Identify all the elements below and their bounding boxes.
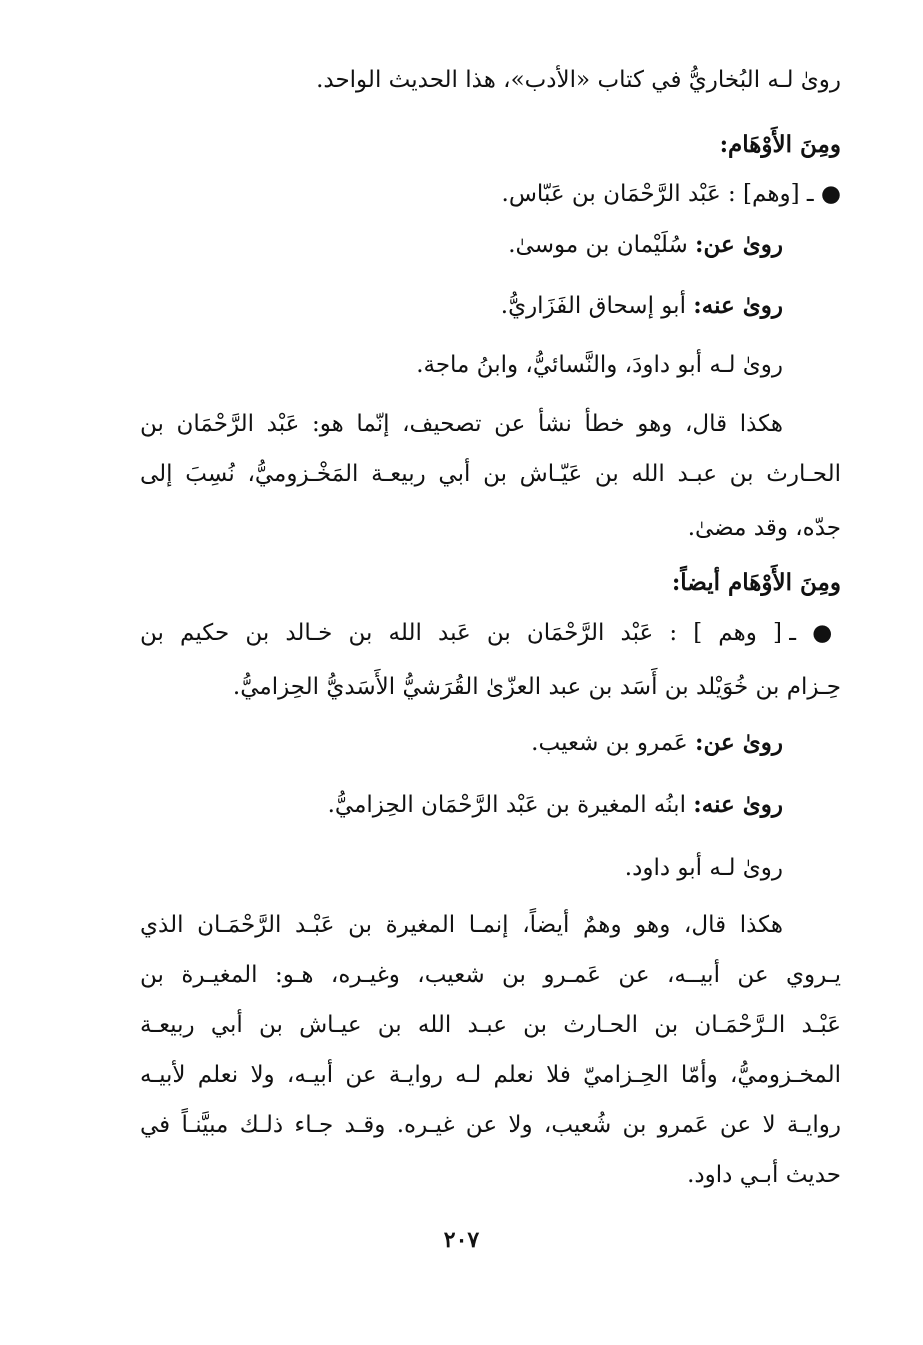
line-text: روىٰ لـه أبو داود.: [624, 855, 783, 881]
paragraph-2-line-4: [140, 1055, 841, 1095]
heading-text: ومِنَ الأَوْهَام أيضاً:: [671, 569, 841, 596]
line-text: حديث أبـي داود.: [687, 1162, 841, 1188]
rawa-an-value: عَمرو بن شعيب.: [531, 730, 688, 756]
rawa-anhu-value: أبو إسحاق الفَزَاريُّ.: [500, 293, 686, 319]
paragraph-1-line-1: [140, 404, 783, 444]
rawa-an-label: روىٰ عن:: [695, 231, 783, 258]
line-text: الحـارث بن عبـد الله بن عَيّـاش بن أبي ربيعـة المَخْـزوميُّ، نُسِبَ إلى: [140, 461, 841, 487]
rawa-an-line-1: [140, 225, 783, 265]
paragraph-1-line-3: [140, 508, 841, 548]
rawa-anhu-label: روىٰ عنه:: [693, 791, 783, 818]
bullet-icon: ●: [820, 181, 841, 207]
rawa-anhu-label: روىٰ عنه:: [693, 292, 783, 319]
paragraph-2-line-1: [140, 905, 783, 945]
line-text: روىٰ لـه أبو داودَ، والنَّسائيُّ، وابنُ ماجة.: [416, 352, 783, 378]
rawa-lahu-line-2: [140, 848, 783, 888]
paragraph-2-line-3: [140, 1005, 841, 1045]
text-line-1: [140, 60, 841, 100]
rawa-anhu-line-2: [140, 785, 783, 825]
entry-line-second-wahm-cont: [140, 667, 841, 707]
line-text: عَبْـد الـرَّحْمَـان بن الحـارث بن عبـد الله بن عيـاش بن أبي ربيعـة: [140, 1012, 841, 1038]
entry-text: ـ [وهم] : عَبْد الرَّحْمَان بن عَبّاس.: [501, 181, 814, 207]
paragraph-1-line-2: [140, 454, 841, 494]
line-text: المخـزوميُّ، وأمّا الحِـزاميّ فلا نعلم لـه روايـة عن أبيـه، ولا نعلم لأبيـه: [140, 1062, 841, 1088]
rawa-an-value: سُلَيْمان بن موسىٰ.: [508, 232, 688, 258]
paragraph-2-line-6: [140, 1155, 841, 1195]
page-number: ٢٠٧: [443, 1227, 480, 1253]
rawa-anhu-value: ابنُه المغيرة بن عَبْد الرَّحْمَان الحِزاميُّ.: [327, 792, 686, 818]
entry-text: ـ [ وهم ] : عَبْد الرَّحْمَان بن عَبد الله بن خـالد بن حكيم بن: [140, 620, 796, 646]
entry-line-second-wahm: [140, 613, 841, 653]
bullet-icon: ●: [812, 620, 842, 646]
rawa-anhu-line-1: [140, 286, 783, 326]
line-text: حِـزام بن خُوَيْلد بن أَسَد بن عبد العزّىٰ القُرَشيُّ الأَسَديُّ الحِزاميُّ.: [232, 674, 841, 700]
rawa-an-line-2: [140, 723, 783, 763]
entry-line-first-wahm: [140, 174, 841, 214]
line-text: روايـة لا عن عَمرو بن شُعيب، ولا عن غيـره. وقـد جـاء ذلـك مبيَّنـاً في: [140, 1112, 841, 1138]
line-text: جدّه، وقد مضىٰ.: [687, 515, 841, 541]
rawa-an-label: روىٰ عن:: [695, 729, 783, 756]
section-heading-awham-aydan: [140, 563, 841, 603]
paragraph-2-line-2: [140, 955, 841, 995]
line-text: يـروي عن أبيــه، عن عَمـرو بن شعيب، وغيـره، هـو: المغيـرة بن: [140, 962, 841, 988]
line-text: روىٰ لـه البُخاريُّ في كتاب «الأدب»، هذا الحديث الواحد.: [316, 67, 841, 93]
line-text: هكذا قال، وهو وهمٌ أيضاً، إنمـا المغيرة بن عَبْـد الرَّحْمَـان الذي: [140, 912, 783, 938]
line-text: هكذا قال، وهو خطأ نشأ عن تصحيف، إنّما هو: عَبْد الرَّحْمَان بن: [140, 411, 783, 437]
section-heading-awham: [140, 125, 841, 165]
heading-text: ومِنَ الأَوْهَام:: [719, 131, 841, 158]
paragraph-2-line-5: [140, 1105, 841, 1145]
rawa-lahu-line-1: [140, 345, 783, 385]
